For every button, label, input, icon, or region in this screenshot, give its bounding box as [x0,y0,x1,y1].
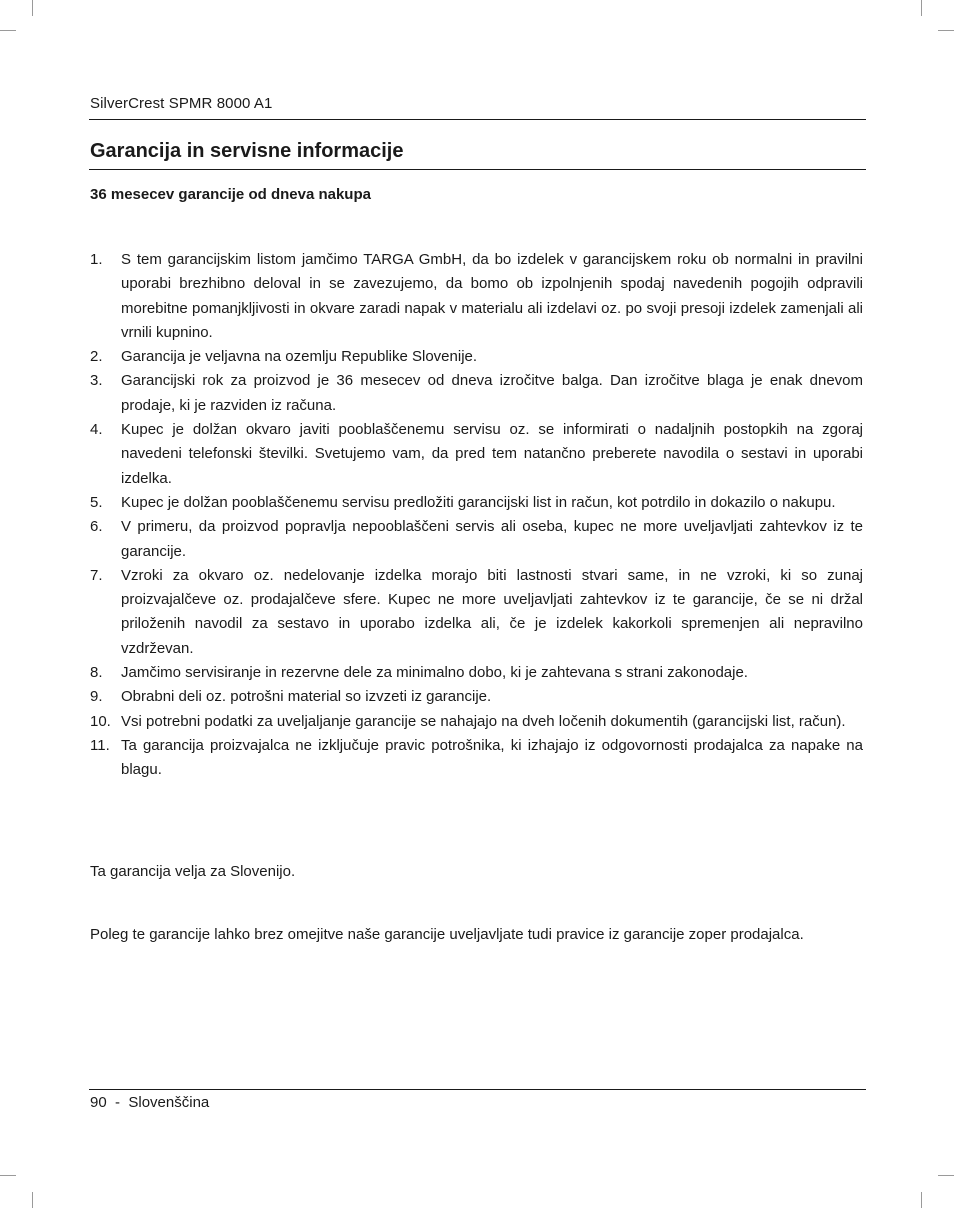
item-text: Ta garancija proizvajalca ne izključuje pravic potrošnika, ki izhajajo iz odgovornosti prodajalca za napake na blagu. [121,736,863,779]
item-number: 9. [90,688,103,706]
warranty-terms-list [90,248,863,783]
item-text: Jamčimo servisiranje in rezervne dele za minimalno dobo, ki je zahtevana s strani zakonodaje. [121,664,748,682]
item-text: Kupec je dolžan okvaro javiti pooblaščenemu servisu oz. se informirati o nadaljnih postopkih na zgoraj navedeni telefonski številki. Svetujemo vam, da pred tem natančno preberete navodila o sestavi in uporabi izdelka. [121,421,863,487]
crop-mark [32,0,33,16]
item-text: Obrabni deli oz. potrošni material so izvzeti iz garancije. [121,688,492,706]
page-title: Garancija in servisne informacije [90,140,404,162]
item-text: S tem garancijskim listom jamčimo TARGA GmbH, da bo izdelek v garancijskem roku ob normalni in pravilni uporabi brezhibno deloval in se zavezujemo, da bomo ob izpolnjenih spodaj navedenih pogojih odpravili morebitne pomanjkljivosti in okvare zaradi napak v materialu ali izdelavi oz. po svoji presoji izdelek zamenjali ali vrnili kupnino. [121,251,863,341]
item-text: Vzroki za okvaro oz. nedelovanje izdelka morajo biti lastnosti stvari same, in ne vzroki, ki so zunaj proizvajalčeve oz. prodajalčeve sfere. Kupec ne more uveljavljati zahtevkov iz te garancije, če se ni držal priloženih navodil za sestavo in uporabo izdelka ali, če je izdelek kakorkoli spremenjen ali nepravilno vzdrževan. [121,566,863,657]
item-number: 3. [90,372,103,390]
list-item [90,661,863,685]
header-rule [89,119,866,120]
item-number: 4. [90,421,103,439]
list-item [90,710,863,734]
list-item [90,369,863,418]
title-rule [89,169,866,170]
item-text: V primeru, da proizvod popravlja nepooblaščeni servis ali oseba, kupec ne more uveljavljati zahtevkov iz te garancije. [121,518,863,560]
crop-mark [0,30,16,31]
list-item [90,491,863,515]
item-number: 1. [90,251,103,268]
item-text: Vsi potrebni podatki za uveljaljanje garancije se nahajajo na dveh ločenih dokumentih (garancijski list, račun). [121,712,846,730]
item-number: 7. [90,566,103,584]
list-item [90,418,863,491]
crop-mark [938,30,954,31]
crop-mark [938,1175,954,1176]
page-footer [90,1094,209,1111]
item-text: Kupec je dolžan pooblaščenemu servisu predložiti garancijski list in račun, kot potrdilo in dokazilo o nakupu. [121,493,836,511]
list-item [90,734,863,783]
list-item [90,564,863,661]
item-number: 6. [90,518,103,536]
crop-mark [921,0,922,16]
crop-mark [0,1175,16,1176]
item-number: 10. [90,712,111,730]
list-item [90,345,863,369]
item-number: 2. [90,348,103,366]
crop-mark [32,1192,33,1208]
section-subtitle: 36 mesecev garancije od dneva nakupa [90,186,371,203]
footer-rule [89,1089,866,1090]
item-number: 8. [90,664,103,682]
page-number: 90 [90,1094,107,1111]
item-text: Garancija je veljavna na ozemlju Republike Slovenije. [121,348,478,366]
crop-mark [921,1192,922,1208]
list-item [90,515,863,564]
seller-warranty-note: Poleg te garancije lahko brez omejitve naše garancije uveljavljate tudi pravice iz garancije zoper prodajalca. [90,926,804,943]
item-number: 5. [90,493,103,511]
list-item [90,685,863,709]
footer-language: Slovenščina [128,1094,210,1111]
item-text: Garancijski rok za proizvod je 36 mesecev od dneva izročitve balga. Dan izročitve blaga je enak dnevom prodaje, ki je razviden iz računa. [121,372,863,414]
validity-note: Ta garancija velja za Slovenijo. [90,863,296,880]
footer-separator: - [115,1094,121,1111]
list-item [90,248,863,345]
item-number: 11. [90,736,110,754]
running-header: SilverCrest SPMR 8000 A1 [90,95,273,112]
